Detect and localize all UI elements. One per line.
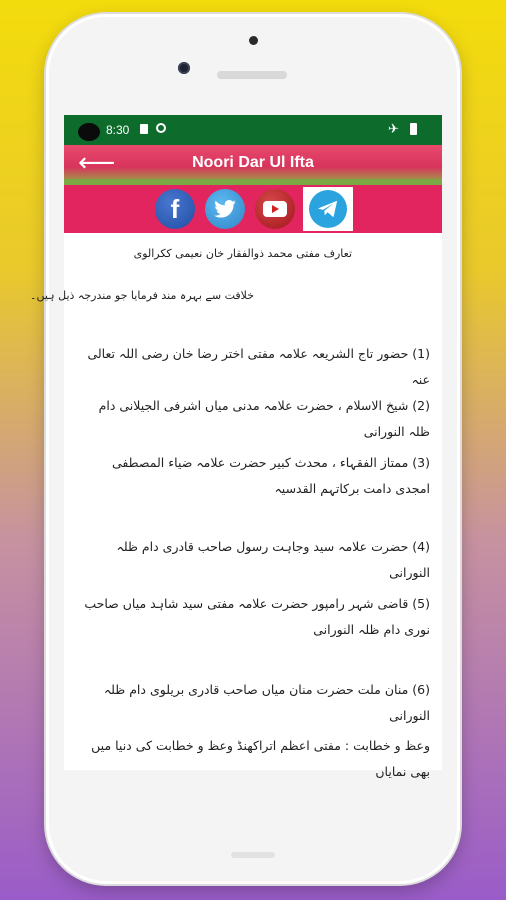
- battery-icon: [410, 123, 417, 135]
- facebook-icon[interactable]: f: [155, 189, 195, 229]
- airplane-mode-icon: ✈: [388, 121, 399, 136]
- list-item: (2) شیخ الاسلام ، حضرت علامہ مدنی میاں اشرفی الجیلانی دام ظلہ النورانی: [98, 398, 430, 439]
- intro-line-2: خلافت سے بہرہ مند فرمایا جو مندرجہ ذیل ہیں۔: [30, 289, 254, 302]
- earpiece-speaker: [217, 71, 287, 79]
- back-arrow-icon[interactable]: ⟵: [78, 148, 116, 178]
- page-title: Noori Dar Ul Ifta: [192, 154, 314, 171]
- telegram-button[interactable]: [303, 187, 353, 231]
- list-item: (6) منان ملت حضرت منان میاں صاحب قادری بریلوی دام ظلہ النورانی: [103, 682, 430, 723]
- sync-icon: [156, 123, 166, 133]
- home-bar: [231, 852, 275, 858]
- twitter-icon[interactable]: [205, 189, 245, 229]
- intro-line-1: تعارف مفتی محمد ذوالفقار خان نعیمی ککرالوی: [133, 247, 352, 260]
- list-item: (5) قاضی شہر رامپور حضرت علامہ مفتی سید شاہد میاں صاحب نوری دام ظلہ النورانی: [84, 596, 430, 637]
- front-camera: [178, 62, 190, 74]
- youtube-play-icon: [263, 201, 287, 217]
- twitter-bird-icon: [214, 200, 236, 218]
- sd-card-icon: [140, 124, 148, 134]
- article-content: [30, 233, 442, 779]
- list-item: (1) حضور تاج الشریعہ علامہ مفتی اختر رضا خان رضی اللہ تعالی عنہ: [87, 346, 430, 387]
- paper-plane-icon: [317, 199, 339, 219]
- status-bar: [64, 115, 442, 145]
- youtube-icon[interactable]: [255, 189, 295, 229]
- list-item: (4) حضرت علامہ سید وجاہت رسول صاحب قادری دام ظلہ النورانی: [116, 539, 430, 580]
- status-time: 8:30: [106, 123, 130, 137]
- list-item: (3) ممتاز الفقہاء ، محدث کبیر حضرت علامہ ضیاء المصطفی امجدی دامت برکاتہم القدسیہ: [111, 455, 430, 496]
- app-screen: [30, 115, 442, 779]
- social-links-bar: [64, 185, 442, 233]
- telegram-icon: [309, 190, 347, 228]
- list-item: وعظ و خطابت : مفتی اعظم اتراکھنڈ وعظ و خطابت کی دنیا میں بھی نمایاں: [91, 738, 430, 779]
- app-bar: [64, 145, 442, 185]
- sensor-dot: [249, 36, 258, 45]
- camera-cutout: [78, 123, 100, 141]
